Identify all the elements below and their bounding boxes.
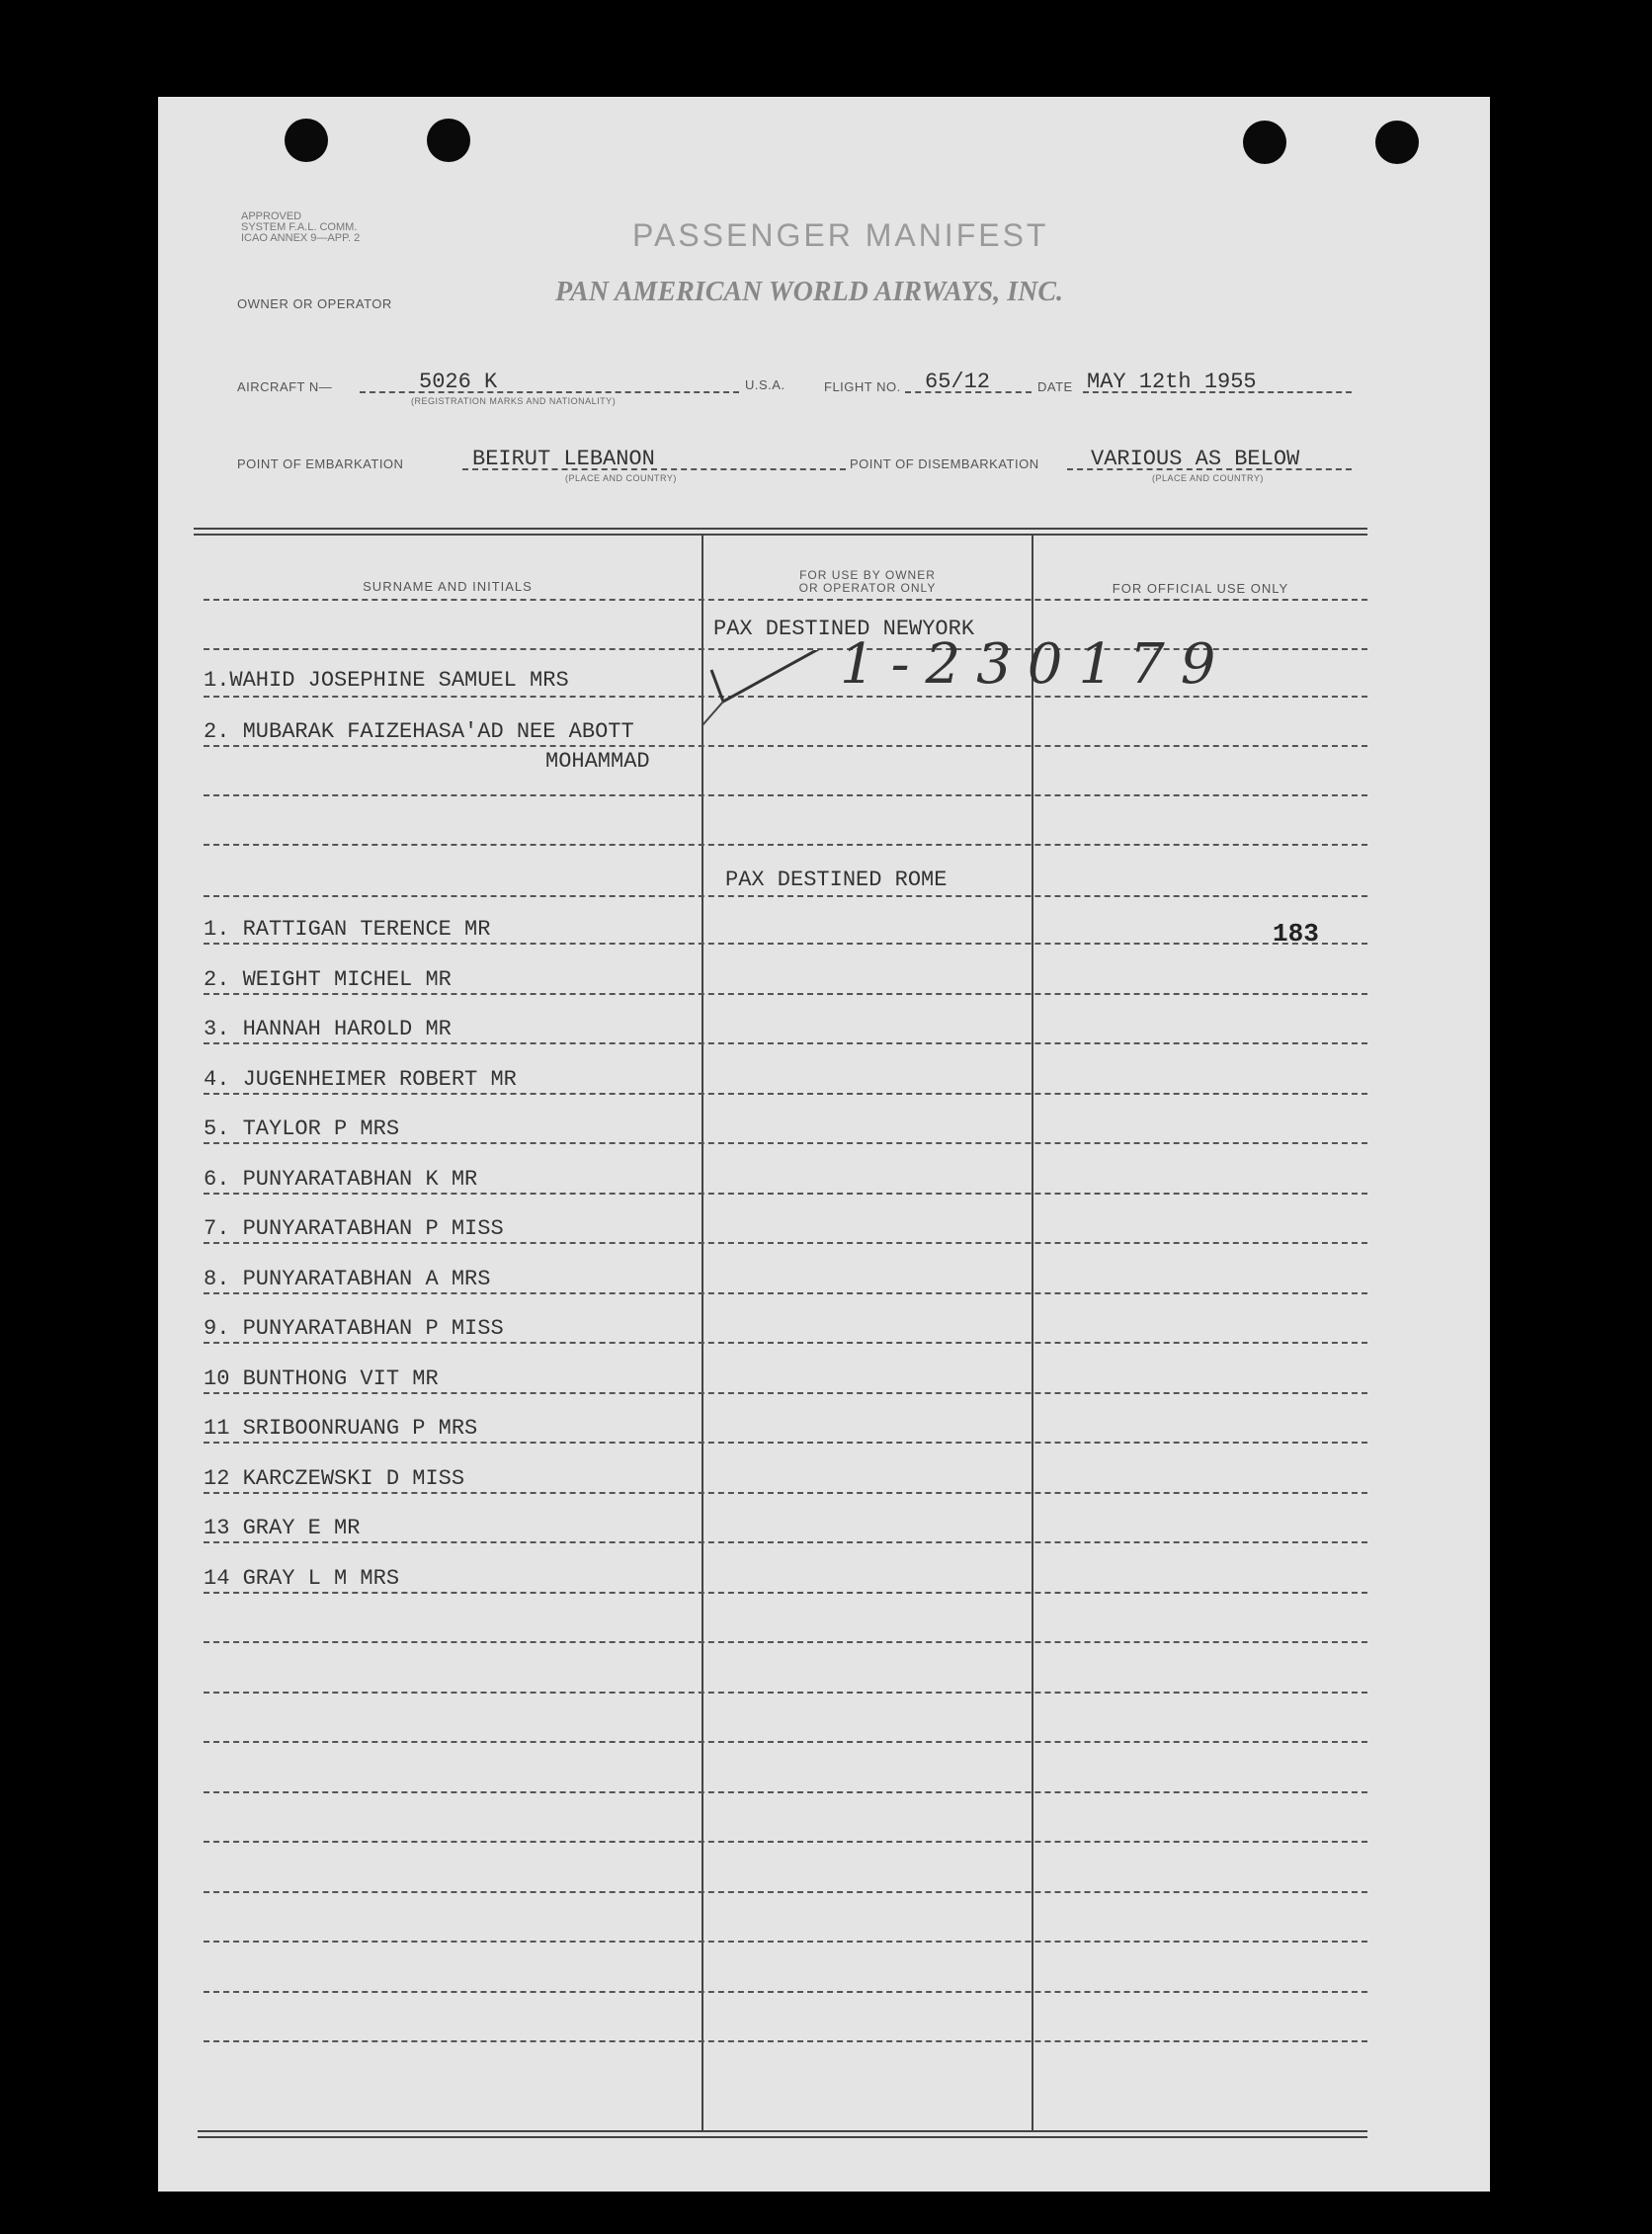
ruled-line: [204, 1791, 1367, 1793]
passenger-row: [204, 1267, 490, 1291]
column-header-owner: [703, 569, 1032, 595]
ruled-line: [204, 1442, 1367, 1444]
column-header-surname: SURNAME AND INITIALS: [363, 579, 533, 594]
date-label: DATE: [1037, 379, 1073, 394]
ruled-line: [204, 1592, 1367, 1594]
ruled-line: [204, 1492, 1367, 1494]
official-use-number: 183: [1273, 919, 1319, 949]
usa-label: U.S.A.: [745, 377, 785, 392]
airline-name: PAN AMERICAN WORLD AIRWAYS, INC.: [555, 277, 1064, 307]
ruled-line: [204, 1891, 1367, 1893]
column-header-official: FOR OFFICIAL USE ONLY: [1112, 581, 1289, 596]
passenger-name: PUNYARATABHAN A MRS: [242, 1266, 491, 1291]
ruled-line: [204, 1941, 1367, 1943]
passenger-number: 1.: [204, 668, 230, 693]
passenger-name: MUBARAK FAIZEHASA'AD NEE ABOTT: [242, 719, 634, 744]
flight-number: 65/12: [925, 370, 991, 394]
passenger-row: [204, 1466, 464, 1491]
ruled-line: [204, 794, 1367, 796]
check-mark-icon: [702, 650, 840, 749]
ruled-line: [204, 1741, 1367, 1743]
table-bottom-rule: [198, 2136, 1367, 2138]
passenger-number: 5.: [204, 1117, 230, 1141]
ruled-line: [204, 1641, 1367, 1643]
passenger-row: [204, 1216, 504, 1241]
ruled-line: [204, 1841, 1367, 1843]
passenger-row: [204, 1366, 439, 1391]
passenger-row: [204, 967, 452, 992]
ruled-line: [204, 1342, 1367, 1344]
passenger-row: [204, 1167, 477, 1192]
passenger-name: GRAY L M MRS: [242, 1565, 400, 1591]
ruled-line: [204, 1541, 1367, 1543]
column-header-owner-line: FOR USE BY OWNER: [799, 568, 936, 582]
punch-hole: [1375, 121, 1419, 164]
approval-line: APPROVED: [241, 210, 302, 222]
ruled-line: [204, 1392, 1367, 1394]
passenger-name: KARCZEWSKI D MISS: [242, 1465, 465, 1491]
passenger-row-newyork-1: [204, 668, 569, 693]
passenger-row: [204, 1566, 399, 1591]
passenger-number: 12: [204, 1465, 230, 1491]
passenger-name: TAYLOR P MRS: [242, 1117, 400, 1141]
ruled-line: [204, 844, 1367, 846]
flight-label: FLIGHT NO.: [824, 379, 901, 394]
manifest-page: [158, 97, 1490, 2192]
ruled-line: [204, 993, 1367, 995]
section-heading-rome: PAX DESTINED ROME: [725, 868, 948, 892]
passenger-number: 10: [204, 1365, 230, 1391]
aircraft-value: 5026 K: [419, 370, 498, 394]
passenger-name: GRAY E MR: [242, 1516, 361, 1540]
ruled-line: [204, 1042, 1367, 1044]
flight-date: MAY 12th 1955: [1087, 370, 1257, 394]
passenger-row: [204, 1017, 452, 1041]
ruled-line: [204, 1292, 1367, 1294]
disembarkation-caption: (PLACE AND COUNTRY): [1152, 473, 1264, 483]
passenger-number: 11: [204, 1416, 230, 1441]
embarkation-value: BEIRUT LEBANON: [472, 447, 655, 471]
table-top-rule: [194, 528, 1367, 530]
passenger-name-continuation: MOHAMMAD: [545, 749, 650, 774]
passenger-row: [204, 1117, 399, 1141]
passenger-number: 2.: [204, 966, 230, 992]
passenger-number: 7.: [204, 1216, 230, 1241]
passenger-number: 8.: [204, 1266, 230, 1291]
passenger-name: PUNYARATABHAN P MISS: [242, 1216, 504, 1241]
passenger-number: 14: [204, 1565, 230, 1591]
ruled-line: [204, 599, 1367, 601]
handwritten-reference-number: 1-230179: [840, 632, 1232, 697]
column-header-owner-line: OR OPERATOR ONLY: [798, 581, 937, 595]
passenger-row: [204, 1416, 477, 1441]
punch-hole: [1243, 121, 1286, 164]
table-top-rule: [194, 534, 1367, 536]
passenger-row: [204, 1516, 360, 1540]
passenger-number: 6.: [204, 1166, 230, 1192]
embarkation-label: POINT OF EMBARKATION: [237, 456, 404, 471]
ruled-line: [204, 943, 1367, 945]
passenger-name: JUGENHEIMER ROBERT MR: [242, 1066, 517, 1092]
passenger-name: BUNTHONG VIT MR: [242, 1365, 439, 1391]
passenger-number: 3.: [204, 1017, 230, 1041]
passenger-number: 4.: [204, 1066, 230, 1092]
form-title: PASSENGER MANIFEST: [632, 217, 1049, 253]
passenger-row: [204, 1067, 517, 1092]
passenger-name: RATTIGAN TERENCE MR: [242, 917, 491, 942]
table-bottom-rule: [198, 2130, 1367, 2132]
approval-note: [241, 211, 360, 244]
passenger-number: 13: [204, 1516, 230, 1540]
approval-line: SYSTEM F.A.L. COMM.: [241, 221, 358, 233]
ruled-line: [204, 1142, 1367, 1144]
passenger-name: WAHID JOSEPHINE SAMUEL MRS: [229, 668, 569, 693]
passenger-row-newyork-2: [204, 719, 634, 744]
passenger-row: [204, 917, 490, 942]
passenger-name: PUNYARATABHAN P MISS: [242, 1316, 504, 1341]
ruled-line: [204, 2040, 1367, 2042]
section-heading-newyork: PAX DESTINED NEWYORK: [713, 617, 975, 641]
passenger-number: 9.: [204, 1316, 230, 1341]
disembarkation-label: POINT OF DISEMBARKATION: [850, 456, 1039, 471]
passenger-row: [204, 1316, 504, 1341]
embarkation-caption: (PLACE AND COUNTRY): [565, 473, 677, 483]
ruled-line: [204, 895, 1367, 897]
passenger-number: 1.: [204, 917, 230, 942]
punch-hole: [285, 119, 328, 162]
aircraft-label: AIRCRAFT N—: [237, 379, 333, 394]
passenger-name: WEIGHT MICHEL MR: [242, 966, 452, 992]
passenger-number: 2.: [204, 719, 230, 744]
ruled-line: [204, 1193, 1367, 1195]
passenger-name: PUNYARATABHAN K MR: [242, 1166, 478, 1192]
passenger-name: SRIBOONRUANG P MRS: [242, 1416, 478, 1441]
owner-label: OWNER OR OPERATOR: [237, 296, 392, 311]
aircraft-caption: (REGISTRATION MARKS AND NATIONALITY): [411, 396, 617, 406]
passenger-name: HANNAH HAROLD MR: [242, 1017, 452, 1041]
approval-line: ICAO ANNEX 9—APP. 2: [241, 232, 361, 244]
disembarkation-value: VARIOUS AS BELOW: [1091, 447, 1300, 471]
ruled-line: [204, 1242, 1367, 1244]
punch-hole: [427, 119, 470, 162]
ruled-line: [204, 1093, 1367, 1095]
ruled-line: [204, 1991, 1367, 1993]
ruled-line: [204, 1692, 1367, 1694]
